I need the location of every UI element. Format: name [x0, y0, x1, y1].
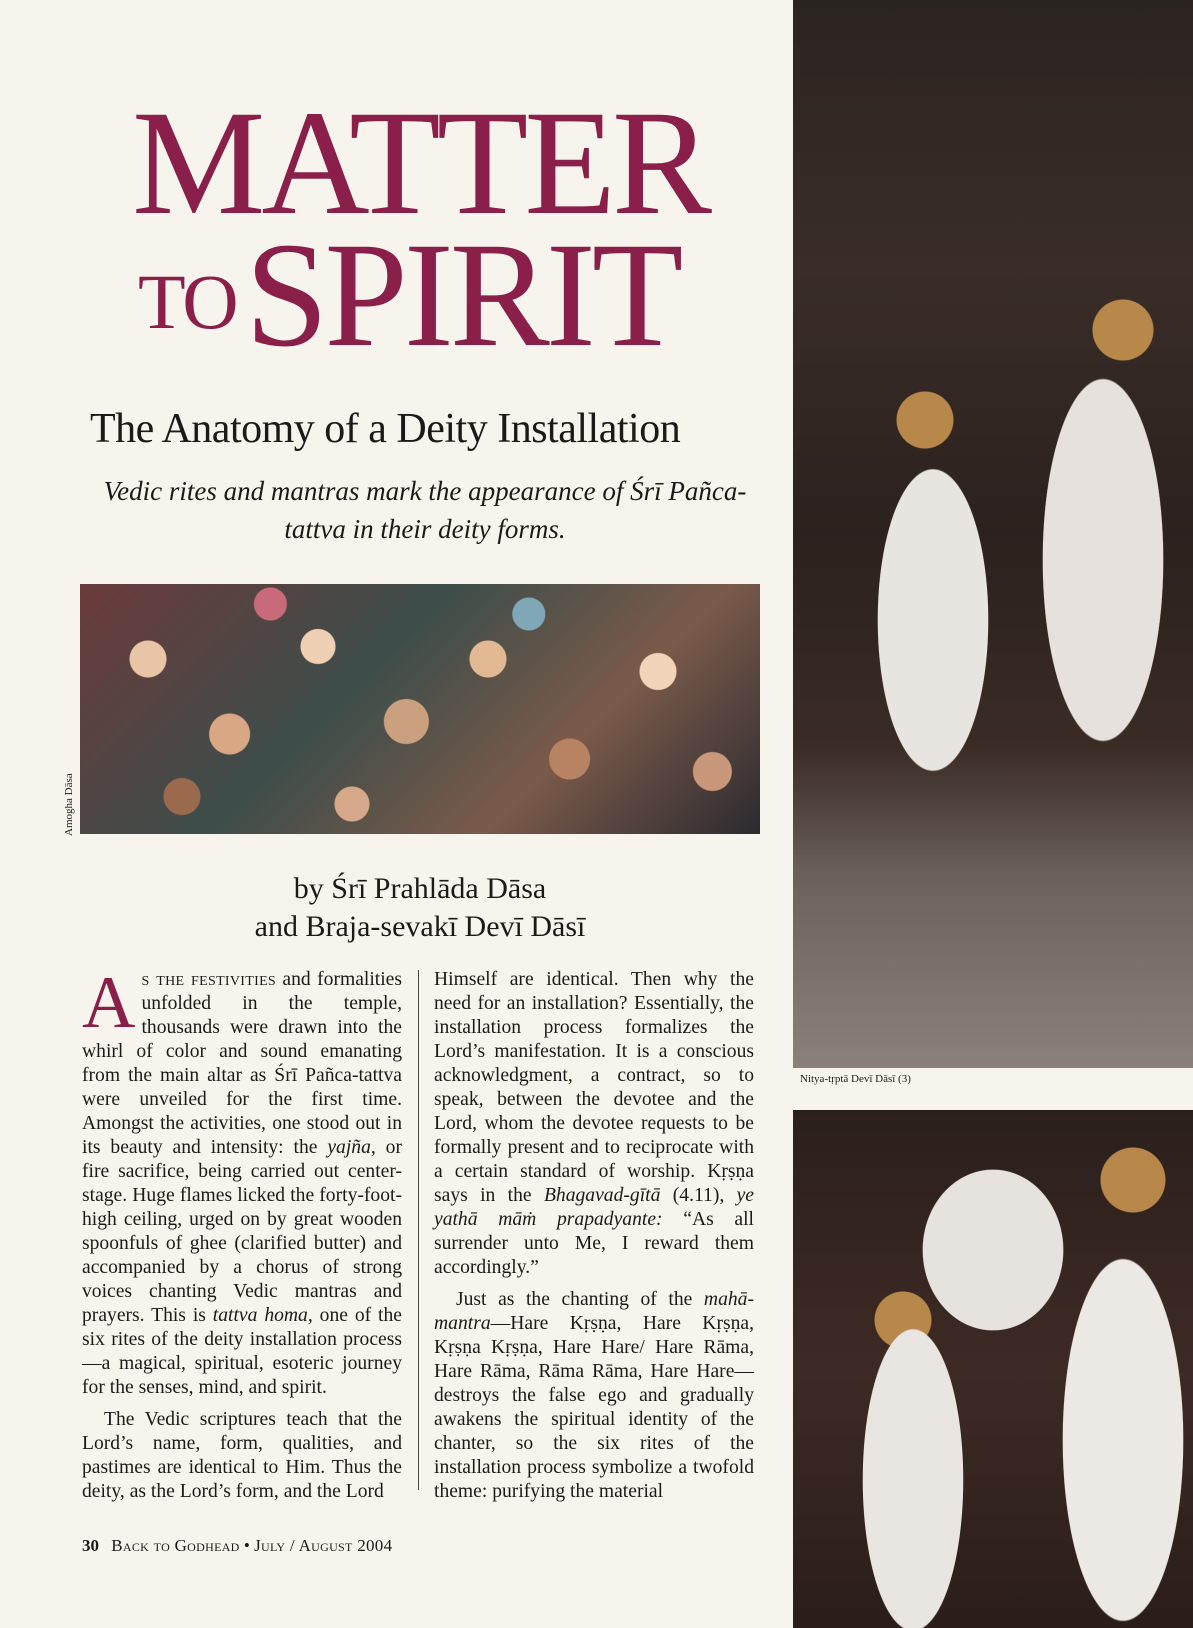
italic-term: Bhagavad-gītā: [543, 1185, 661, 1206]
deity-photo-bottom: [793, 1110, 1193, 1628]
photo-credit-nitya: Nitya-tṛptā Devī Dāsī (3): [800, 1073, 911, 1085]
byline-author-1: by Śrī Prahlāda Dāsa: [293, 872, 547, 905]
body-column-right: [434, 968, 754, 1504]
body-text: —Hare Kṛṣṇa, Hare Kṛṣṇa, Kṛṣṇa Kṛṣṇa, Hare Hare/ Hare Rāma, Hare Rāma, Rāma Rāma, Hare Hare—destroys the false ego and gradually awakens the spiritual identity of the chanter, so the six rites of the installation process symbolize a twofold theme: purifying the material: [434, 1313, 754, 1502]
body-text: one of the six rites of the deity installation process—a magical, spiritual, esoteric journey for the senses, mind, and spirit.: [82, 1305, 402, 1398]
issue-date: July / August 2004: [254, 1536, 393, 1555]
body-text: Himself are identical. Then why the need for an installation? Essentially, the installation process formalizes the Lord’s manifestation. It is a conscious acknowledgment, a contract, so to speak, between the devotee and the Lord, whom the devotee requests to be formally present and to reciprocate with a certain standard of worship. Kṛṣṇa says in the: [434, 969, 754, 1206]
byline-author-2: and Braja-sevakī Devī Dāsī: [254, 910, 586, 943]
body-paragraph-2: The Vedic scriptures teach that the Lord’s name, form, qualities, and pastimes are identical to Him. Thus the deity, as the Lord’s form, and the Lord: [82, 1409, 402, 1502]
italic-term: ye yathā māṁ prapadyante:: [434, 1185, 755, 1230]
page-footer: [82, 1536, 392, 1556]
page-number: 30: [82, 1536, 99, 1555]
photo-credit-amogha: Amogha Dāsa: [63, 773, 75, 836]
magazine-name: Back to Godhead: [111, 1536, 240, 1555]
italic-term: yajña: [327, 1137, 371, 1158]
crowd-photo: [80, 584, 760, 834]
lead-in: s the festivities: [141, 969, 277, 990]
body-text: Just as the chanting of the: [456, 1289, 704, 1310]
body-text: and formalities unfolded in the temple, thousands were drawn into the whirl of color and sound emanating from the main altar as Śrī Pañca-tattva were unveiled for the first time. Amongst the activities, one stood out in its beauty and intensity: the: [82, 969, 403, 1158]
article-subtitle: The Anatomy of a Deity Installation: [90, 406, 681, 452]
drop-cap: A: [82, 962, 136, 1044]
title-to: TO: [138, 258, 237, 345]
body-paragraph-1: [82, 962, 403, 1400]
title-spirit: SPIRIT: [245, 212, 680, 378]
deity-photo-top: [793, 0, 1193, 1068]
body-text: (4.11),: [660, 1185, 737, 1206]
footer-bullet: •: [243, 1536, 250, 1555]
body-column-left: [82, 962, 403, 1504]
byline: [200, 870, 640, 946]
body-text: “As all surrender unto Me, I reward them accordingly.”: [434, 1209, 754, 1278]
article-deck: Vedic rites and mantras mark the appearance of Śrī Pañca-tattva in their deity forms.: [103, 476, 747, 544]
column-divider: [418, 970, 419, 1490]
italic-term: mahā-mantra: [434, 1289, 754, 1334]
title-matter: MATTER: [132, 80, 708, 246]
body-text: , or fire sacrifice, being carried out center-stage. Huge flames licked the forty-foot-high ceiling, urged on by great wooden spoonfuls of ghee (clarified butter) and accompanied by a chorus of strong voices chanting Vedic mantras and prayers. This is: [82, 1137, 402, 1326]
body-paragraph-3: [434, 968, 754, 1280]
italic-term: tattva homa,: [212, 1305, 313, 1326]
body-paragraph-4: [434, 1288, 754, 1504]
